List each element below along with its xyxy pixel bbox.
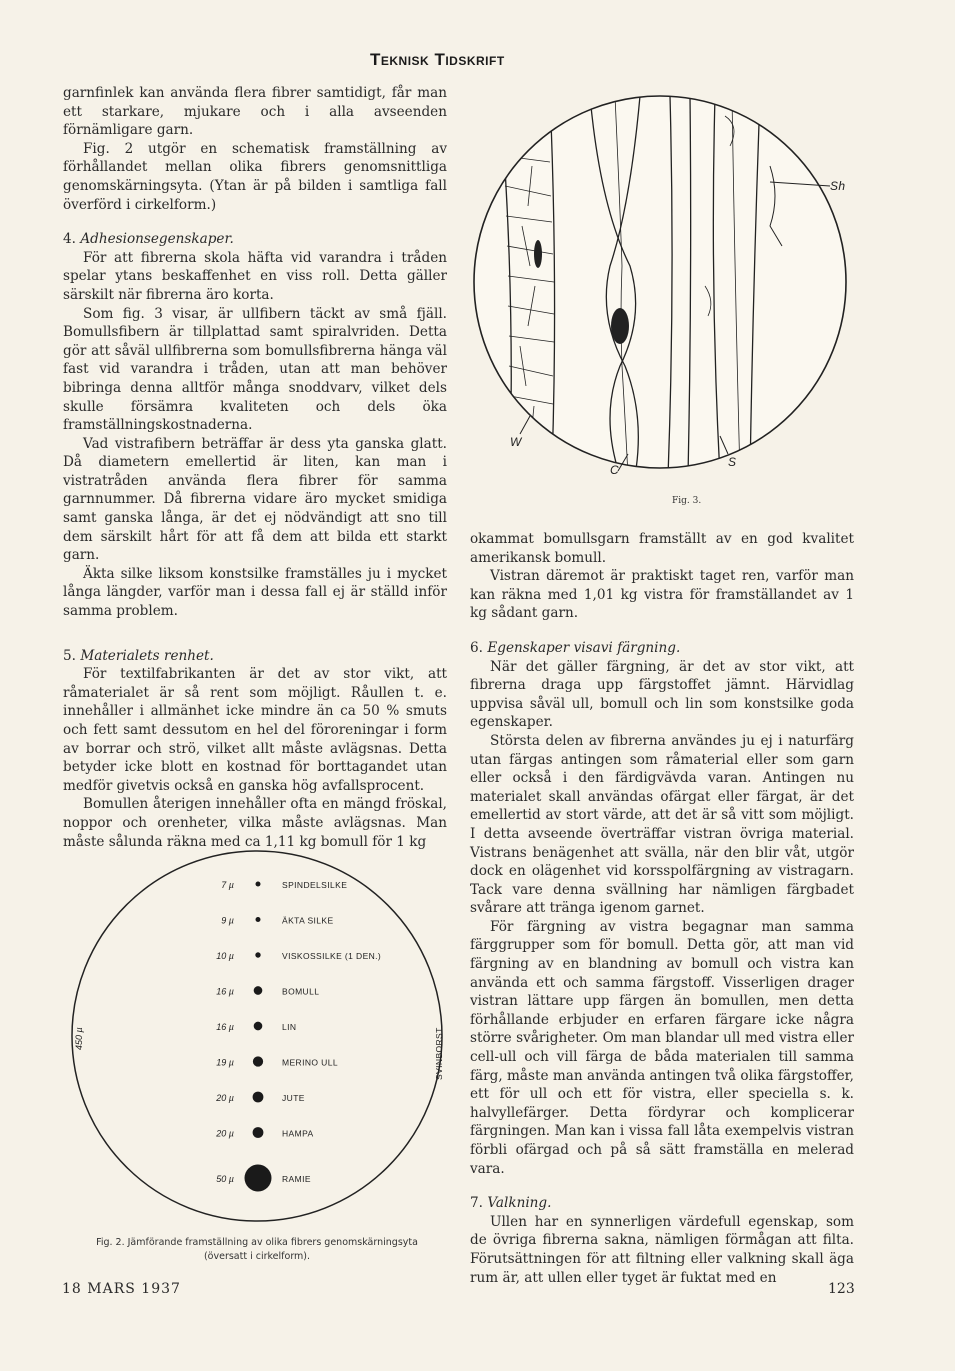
- paragraph: Fig. 2 utgör en schematisk framställning av förhållandet mellan olika fibrers genomsnittliga genomskärningsyta. (Ytan är på bilden i samtliga fall överförd i cirkelform.): [63, 140, 447, 213]
- outer-size-label: 450 µ: [74, 1027, 84, 1050]
- fiber-name-label: LIN: [282, 1022, 297, 1032]
- fiber-cross-section: [245, 1165, 272, 1192]
- fiber-name-label: BOMULL: [282, 986, 320, 997]
- fig3-label-w: W: [510, 435, 522, 449]
- section-heading-4: 4. Adhesionsegenskaper.: [63, 231, 234, 248]
- fiber-name-label: ÄKTA SILKE: [282, 915, 334, 926]
- paragraph: Vad vistrafibern beträffar är dess yta ganska glatt. Då diametern emellertid är liten, kan man i vistratråden använda flera fibrer för samma garnnummer. Då fibrerna vidare äro mycket smidiga samt ganska långa, är det ej nödvändigt att sno till dem särskilt hårt för att få dem att bilda ett starkt garn.: [63, 435, 447, 564]
- section-heading-5: 5. Materialets renhet.: [63, 647, 214, 664]
- fig3-microscope-illustration: [470, 86, 856, 476]
- fig3-label-sh: Sh: [830, 179, 846, 193]
- paragraph: Vistran däremot är praktiskt taget ren, varför man kan räkna med 1,01 kg vistra för framställandet av 1 kg sådant garn.: [470, 568, 854, 622]
- paragraph: garnfinlek kan använda flera fibrer samtidigt, får man ett starkare, mjukare och i alla avseenden förnämligare garn.: [63, 85, 447, 139]
- fiber-name-label: RAMIE: [282, 1174, 311, 1184]
- fig3-caption: Fig. 3.: [672, 496, 702, 506]
- fiber-cross-section: [254, 1022, 263, 1031]
- paragraph: För att fibrerna skola häfta vid varandra i tråden spelar ytans beskaffenhet en viss roll. Detta gäller särskilt när fibrerna äro korta.: [63, 249, 447, 303]
- paragraph: När det gäller färgning, är det av stor vikt, att fibrerna draga upp färgstoffet jämnt. Härvidlag uppvisa såväl ull, bomull och lin som konstsilke goda egenskaper.: [470, 658, 854, 731]
- outer-name-label: SVINBORST: [434, 1027, 444, 1080]
- journal-title: Teknisk Tidskrift: [370, 50, 505, 69]
- paragraph: Bomullen återigen innehåller ofta en mängd fröskal, noppor och orenheter, vilka måste avlägsnas. Man måste sålunda räkna med ca 1,11 kg bomull för 1 kg: [63, 796, 447, 850]
- fiber-cross-section: [253, 1092, 264, 1103]
- fiber-size-label: 10 µ: [216, 951, 234, 961]
- fiber-cross-section: [254, 986, 263, 995]
- fiber-name-label: JUTE: [282, 1093, 305, 1103]
- paragraph: För textilfabrikanten är det av stor vikt, att råmaterialet är så rent som möjligt. Råullen t. e. innehåller i allmänhet icke mindre än ca 50 % smuts och fett samt dessutom en hel del föroreningar i form av borrar och strö, vilket allt måste avlägsnas. Detta betyder icke blott en kostnad för borttagandet utan medför givetvis också en ganska hög avfallsprocent.: [63, 666, 447, 794]
- fiber-cross-section: [256, 917, 261, 922]
- fiber-size-label: 19 µ: [216, 1057, 234, 1068]
- fiber-size-label: 16 µ: [216, 1022, 234, 1032]
- fiber-size-label: 9 µ: [221, 915, 234, 926]
- paragraph: Äkta silke liksom konstsilke framställes ju i mycket långa längder, varför man i dessa fall ej är ställd inför samma problem.: [63, 565, 447, 620]
- fiber-name-label: HAMPA: [282, 1128, 314, 1139]
- page-number: 123: [828, 1281, 855, 1297]
- fiber-cross-section: [256, 882, 261, 887]
- left-column: [63, 84, 447, 851]
- paragraph: okammat bomullsgarn framställt av en god kvalitet amerikansk bomull.: [470, 531, 854, 566]
- fiber-cross-section: [253, 1056, 263, 1066]
- fiber-name-label: VISKOSSILKE (1 DEN.): [282, 951, 382, 961]
- fiber-size-label: 20 µ: [216, 1093, 234, 1103]
- fiber-name-label: MERINO ULL: [282, 1057, 338, 1068]
- fig3-label-c: C: [610, 463, 620, 476]
- right-column: [470, 530, 854, 1287]
- fig2-caption: Fig. 2. Jämförande framställning av olika fibrers genomskärningsyta (översatt i cirkelform).: [96, 1237, 418, 1262]
- fiber-size-label: 16 µ: [216, 986, 234, 997]
- paragraph: Största delen av fibrerna användes ju ej i naturfärg utan färgas antingen som råmaterial eller som garn eller också i den färdigvävda varan. Antingen nu materialet skall användas ofärgat eller färgat, är det emellertid av stort värde, att det är så vitt som möjligt. I detta avseende överträffar vistran övriga material. Vistrans benägenhet att svälla, när den blir våt, utgör dock en olägenhet vid korsspolfärgning av vistragarn. Tack vare denna svällning har nämligen färgbadet svårare att tränga igenom garnet.: [470, 732, 854, 917]
- paragraph: Ullen har en synnerligen värdefull egenskap, som de övriga fibrerna sakna, nämligen förmågan att filta. Förutsättningen för att filtning eller valkning skall äga rum är, att ullen eller tyget är fuktat med en: [470, 1213, 854, 1286]
- fig2-cross-section-diagram: [62, 840, 452, 1230]
- paragraph: För färgning av vistra begagnar man samma färggrupper som för bomull. Detta gör, att man vid färgning av en blandning av bomull och vistra kan använda ett och samma färgstoff. Visserligen drager vistran lättare upp färgen än bomullen, men detta förhållande erbjuder en erfaren färgare icke några större svårigheter. Om man blandar ull med vistra eller cell-ull och vill färga de båda materialen till samma färg, måste man använda antingen två olika färgstoffer, ett för ull och ett för vistra, eller speciella s. k. halvyllefärger. Detta fördyrar och komplicerar färgningen. Man kan i vissa fall låta exempelvis vistran förbli ofärgad och på så sätt framställa en melerad vara.: [470, 918, 854, 1177]
- section-heading-7: 7. Valkning.: [470, 1195, 552, 1212]
- fiber-size-label: 20 µ: [216, 1128, 234, 1139]
- issue-date: 18 MARS 1937: [62, 1281, 181, 1297]
- paragraph: Som fig. 3 visar, är ullfibern täckt av små fjäll. Bomullsfibern är tillplattad samt spiralvriden. Detta gör att såväl ullfibrerna som bomullsfibrerna hänga väl fast vid varandra i tråden, utan att man behöver bibringa denna alltför många snoddvarv, vilket dels skulle försämra kvaliteten och dels öka framställningskostnaderna.: [63, 305, 447, 434]
- fiber-name-label: SPINDELSILKE: [282, 880, 348, 890]
- fiber-cross-section: [253, 1127, 264, 1138]
- fig3-label-s: S: [728, 455, 737, 469]
- fiber-size-label: 50 µ: [216, 1174, 234, 1184]
- fiber-size-label: 7 µ: [221, 880, 234, 890]
- fiber-cross-section: [255, 952, 260, 957]
- section-heading-6: 6. Egenskaper visavi färgning.: [470, 639, 681, 656]
